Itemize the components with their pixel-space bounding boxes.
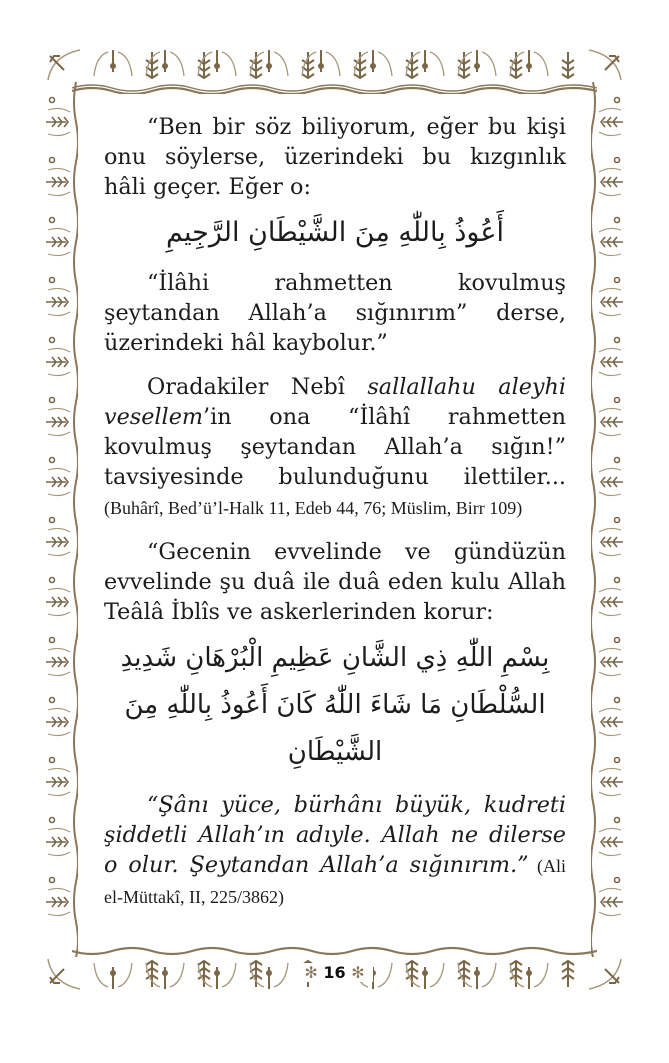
page-body [104,112,566,912]
page-number: 16 [323,963,346,982]
flower-ornament-icon: ✻ [304,963,318,982]
flower-ornament-icon: ✻ [351,963,365,982]
paragraph-dua-translation [104,790,566,912]
arabic-dua-line-2: السُّلْطَانِ مَا شَاءَ اللّٰهُ كَانَ أَعُوذُ بِاللّٰهِ مِنَ الشَّيْطَانِ [124,690,546,767]
paragraph-translation: “İlâhi rahmetten kovulmuş şeytandan Allah’a sığınırım” derse, üzerindeki hâl kaybolur.” [104,270,566,356]
narration-text-start: Oradakiler Nebî [147,374,368,400]
page-number-area [0,963,669,982]
narration-salawat-italic: sallallahu aleyhi vesellem [104,374,566,430]
paragraph-narration [104,372,566,523]
page-number-box [296,963,372,982]
ornamental-border-right-icon [591,82,627,957]
source-citation: (Buhârî, Bed’ü’l-Halk 11, Edeb 44, 76; Müslim, Birr 109) [104,498,523,518]
ornamental-border-left-icon [42,82,78,957]
paragraph-dua-intro: “Gecenin evvelinde ve gündüzün evvelinde şu duâ ile duâ eden kulu Allah Teâlâ İblîs ve askerlerinden korur: [104,539,566,625]
corner-ornament-icon [42,42,86,86]
source-citation: (Ali el-Müttakî, II, 225/3862) [104,856,566,907]
arabic-dua [104,635,566,776]
arabic-dua-line-1: بِسْمِ اللّٰهِ ذِي الشَّانِ عَظِيمِ الْبُرْهَانِ شَدِيدِ [120,643,550,673]
arabic-isti-aza: أَعُوذُ بِاللّٰهِ مِنَ الشَّيْطَانِ الرَّجِيمِ [166,217,504,248]
paragraph-quote-intro: “Ben bir söz biliyorum, eğer bu kişi onu söylerse, üzerindeki bu kızgınlık hâli geçer. Eğer o: [104,114,566,200]
ornamental-border-top-icon [72,42,597,94]
corner-ornament-icon [583,42,627,86]
narration-text-end: ’in ona “İlâhî rahmetten kovulmuş şeytandan Allah’a sığın!” tavsiyesinde bulunduğunu ilettiler... [104,404,566,490]
dua-translation-italic: “Şânı yüce, bürhânı büyük, kudreti şiddetli Allah’ın adıyle. Allah ne dilerse o olur. Şeytandan Allah’a sığınırım.” [104,792,566,878]
